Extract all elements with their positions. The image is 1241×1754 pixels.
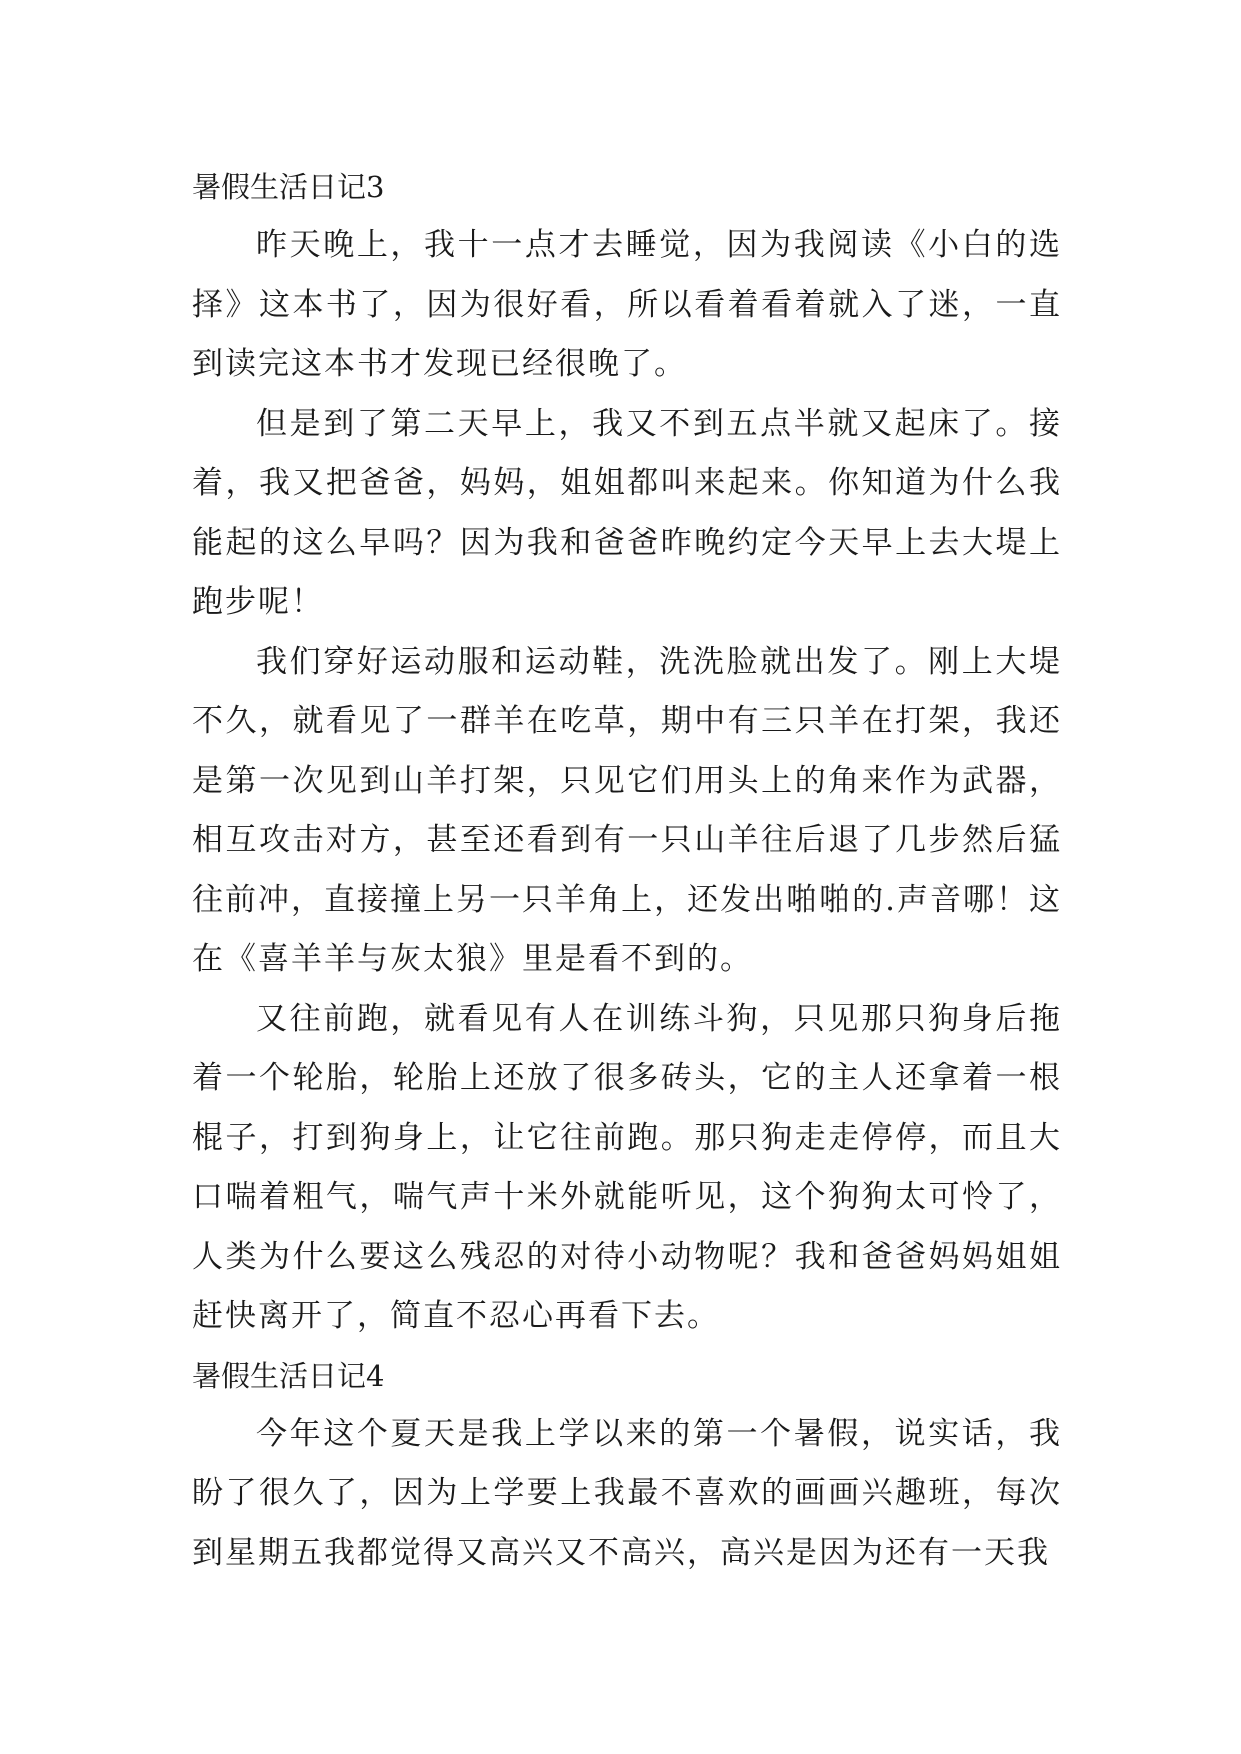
paragraph: 我们穿好运动服和运动鞋，洗洗脸就出发了。刚上大堤不久，就看见了一群羊在吃草，期中有三只羊在打架，我还是第一次见到山羊打架，只见它们用头上的角来作为武器，相互攻击对方，甚至还看到有一只山羊往后退了几步然后猛往前冲，直接撞上另一只羊角上，还发出啪啪的.声音哪！这在《喜羊羊与灰太狼》里是看不到的。: [192, 643, 1062, 977]
paragraph: 但是到了第二天早上，我又不到五点半就又起床了。接着，我又把爸爸，妈妈，姐姐都叫来起来。你知道为什么我能起的这么早吗？因为我和爸爸昨晚约定今天早上去大堤上跑步呢！: [192, 405, 1062, 620]
document-body: [192, 158, 1062, 1583]
section-heading-diary-4: 暑假生活日记4: [192, 1358, 385, 1393]
paragraph: 昨天晚上，我十一点才去睡觉，因为我阅读《小白的选择》这本书了，因为很好看，所以看着看着就入了迷，一直到读完这本书才发现已经很晚了。: [192, 227, 1062, 382]
paragraph: 今年这个夏天是我上学以来的第一个暑假，说实话，我盼了很久了，因为上学要上我最不喜欢的画画兴趣班，每次到星期五我都觉得又高兴又不高兴，高兴是因为还有一天我: [192, 1415, 1062, 1571]
paragraph: 又往前跑，就看见有人在训练斗狗，只见那只狗身后拖着一个轮胎，轮胎上还放了很多砖头，它的主人还拿着一根棍子，打到狗身上，让它往前跑。那只狗走走停停，而且大口喘着粗气，喘气声十米外就能听见，这个狗狗太可怜了，人类为什么要这么残忍的对待小动物呢？我和爸爸妈妈姐姐赶快离开了，简直不忍心再看下去。: [192, 1000, 1062, 1334]
section-heading-diary-3: 暑假生活日记3: [192, 170, 385, 204]
